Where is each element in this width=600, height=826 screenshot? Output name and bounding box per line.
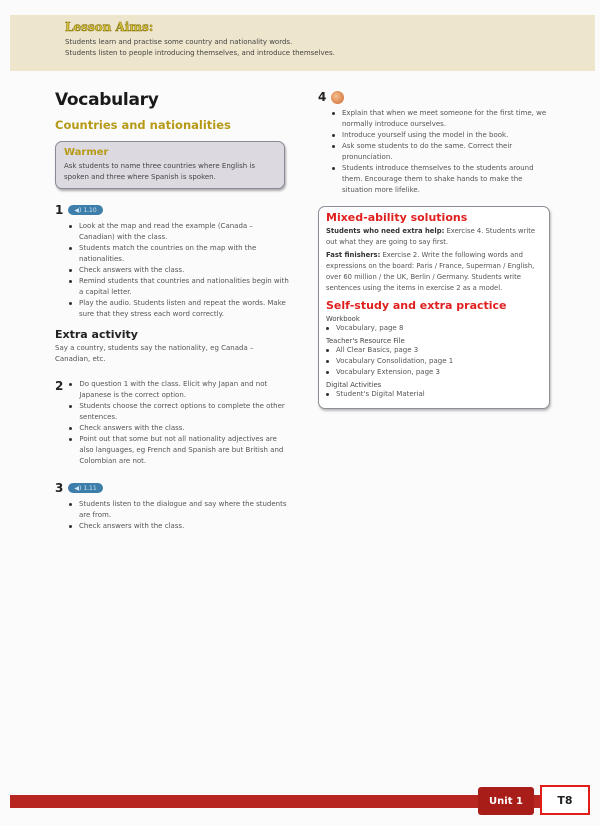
list-item: Students introduce themselves to the students around them. Encourage them to shake hands to make the situation more lifelike. (332, 163, 550, 196)
exercise-number: 1 (55, 203, 64, 217)
extra-help-label: Students who need extra help: (326, 227, 445, 235)
fast-finishers-text (326, 250, 542, 294)
list-item: Do question 1 with the class. Elicit why Japan and not Japanese is the correct option. (69, 379, 290, 401)
speaking-icon (331, 91, 344, 104)
list-item: Check answers with the class. (69, 265, 290, 276)
lesson-aims-title: Lesson Aims: (65, 20, 154, 34)
list-item: Remind students that countries and nationalities begin with a capital letter. (69, 276, 290, 298)
list-item: Check answers with the class. (69, 521, 290, 532)
extra-activity-text: Say a country, students say the nationality, eg Canada – Canadian, etc. (55, 344, 254, 363)
list-item: Students match the countries on the map with the nationalities. (69, 243, 290, 265)
resource-heading: Teacher's Resource File (326, 337, 405, 345)
list-item: Students listen to the dialogue and say where the students are from. (69, 499, 290, 521)
extra-help-body: Exercise 4. Students write out what they are going to say first. (326, 227, 536, 246)
section-subtitle: Countries and nationalities (55, 118, 231, 132)
left-column (55, 90, 290, 532)
list-item: Vocabulary, page 8 (326, 323, 542, 334)
list-item: Students choose the correct options to complete the other sentences. (69, 401, 290, 423)
unit-label: Unit 1 (478, 787, 534, 815)
list-item: Point out that some but not all nationality adjectives are also languages, eg French and Spanish are but British and Colombian are not. (69, 434, 290, 467)
audio-track-number: 1.10 (83, 206, 97, 214)
warmer-title: Warmer (64, 147, 109, 158)
list-item: Play the audio. Students listen and repeat the words. Make sure that they stress each word correctly. (69, 298, 290, 320)
page-number: T8 (540, 785, 590, 815)
resource-heading: Digital Activities (326, 381, 382, 389)
list-item: Look at the map and read the example (Canada – Canadian) with the class. (69, 221, 290, 243)
audio-track-badge (68, 483, 102, 493)
fast-finishers-label: Fast finishers: (326, 251, 381, 259)
exercise-2 (55, 379, 290, 467)
audio-track-badge (68, 205, 102, 215)
list-item: Student's Digital Material (326, 389, 542, 400)
warmer-text: Ask students to name three countries where English is spoken and three where Spanish is spoken. (64, 162, 255, 181)
list-item: Ask some students to do the same. Correct their pronunciation. (332, 141, 550, 163)
exercise-number: 4 (318, 90, 327, 104)
right-column (318, 90, 550, 409)
lesson-aims-banner (10, 15, 595, 71)
list-item: All Clear Basics, page 3 (326, 345, 542, 356)
mixed-ability-title: Mixed-ability solutions (326, 211, 468, 224)
page-title: Vocabulary (55, 90, 159, 110)
speaker-icon: ◀) (74, 206, 82, 214)
resource-heading: Workbook (326, 315, 360, 323)
audio-track-number: 1.11 (83, 484, 97, 492)
exercise-3 (55, 481, 290, 532)
extra-help-text (326, 226, 542, 248)
extra-activity-title: Extra activity (55, 328, 138, 341)
exercise-number: 2 (55, 379, 64, 393)
exercise-1 (55, 203, 290, 320)
list-item: Check answers with the class. (69, 423, 290, 434)
lesson-aim: Students learn and practise some country and nationality words. (65, 38, 293, 46)
list-item: Explain that when we meet someone for the first time, we normally introduce ourselves. (332, 108, 550, 130)
speaker-icon: ◀) (74, 484, 82, 492)
list-item: Vocabulary Consolidation, page 1 (326, 356, 542, 367)
mixed-ability-box (318, 206, 550, 409)
lesson-aim: Students listen to people introducing themselves, and introduce themselves. (65, 49, 335, 57)
list-item: Introduce yourself using the model in the book. (332, 130, 550, 141)
fast-finishers-body: Exercise 2. Write the following words and expressions on the board: Paris / France, Superman / English, over 60 million / the UK, Berlin / Germany. Students write sentences using the items in exercise 2 as a model. (326, 251, 535, 292)
exercise-4 (318, 90, 550, 196)
exercise-number: 3 (55, 481, 64, 495)
warmer-box (55, 141, 285, 189)
self-study-title: Self-study and extra practice (326, 299, 507, 312)
list-item: Vocabulary Extension, page 3 (326, 367, 542, 378)
